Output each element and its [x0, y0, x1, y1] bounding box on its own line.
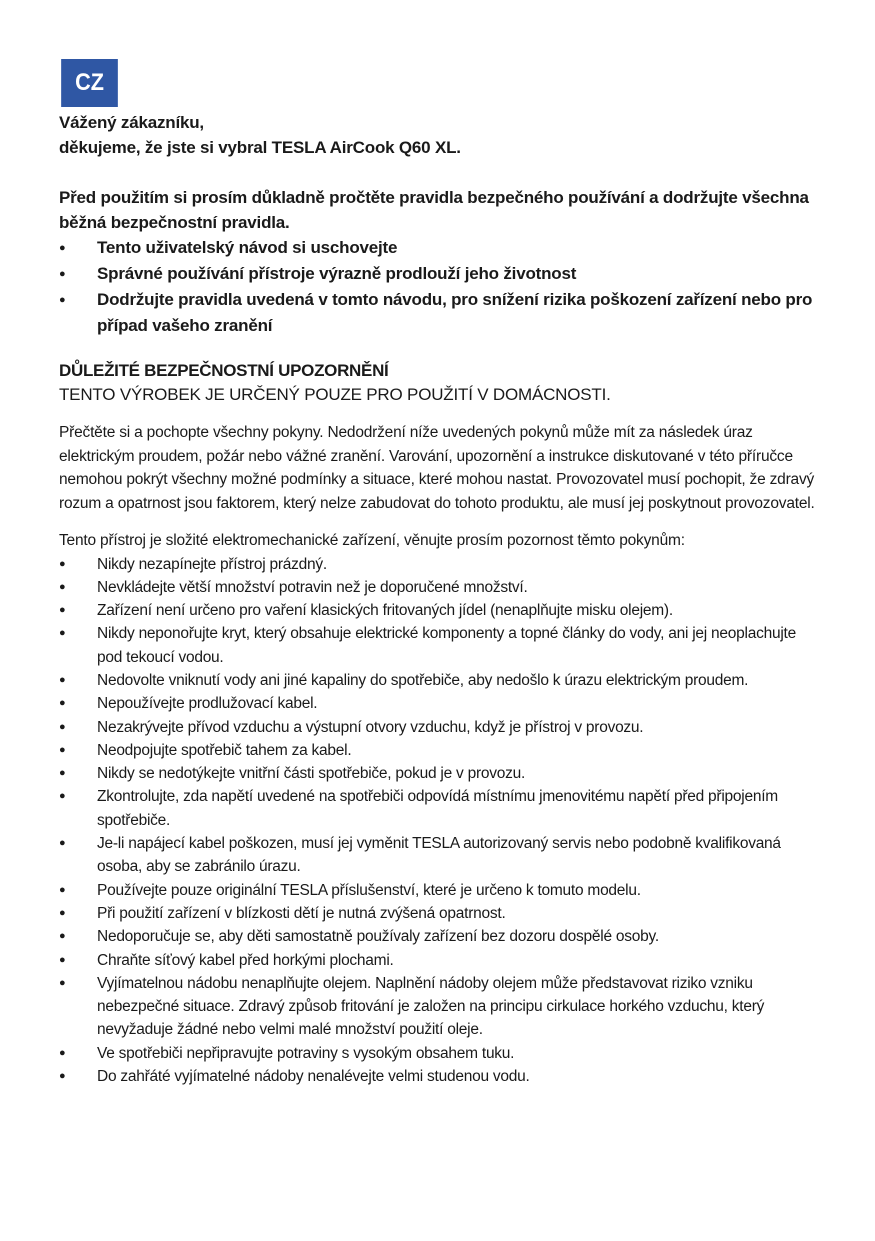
greeting: [59, 110, 819, 160]
top-bullet-list: [59, 235, 819, 339]
list-item: ● Nikdy se nedotýkejte vnitřní části spotřebiče, pokud je v provozu.: [59, 762, 819, 785]
list-item: ● Do zahřáté vyjímatelné nádoby nenalévejte velmi studenou vodu.: [59, 1065, 819, 1088]
greeting-line-2: děkujeme, že jste si vybral TESLA AirCook Q60 XL.: [59, 138, 461, 157]
list-item: ● Nedovolte vniknutí vody ani jiné kapaliny do spotřebiče, aby nedošlo k úrazu elektrickým proudem.: [59, 669, 819, 692]
safety-bullet-list: [59, 553, 819, 1089]
page-content: [59, 110, 819, 1088]
list-item: ● Nevkládejte větší množství potravin než je doporučené množství.: [59, 576, 819, 599]
list-item: ● Nikdy nezapínejte přístroj prázdný.: [59, 553, 819, 576]
paragraph-device: Tento přístroj je složité elektromechanické zařízení, věnujte prosím pozornost těmto pokynům:: [59, 532, 685, 549]
warning-heading: DŮLEŽITÉ BEZPEČNOSTNÍ UPOZORNĚNÍ: [59, 361, 389, 380]
list-item: ● Při použití zařízení v blízkosti dětí je nutná zvýšená opatrnost.: [59, 902, 819, 925]
list-item: ● Nedoporučuje se, aby děti samostatně používaly zařízení bez dozoru dospělé osoby.: [59, 925, 819, 948]
list-item: ● Nezakrývejte přívod vzduchu a výstupní otvory vzduchu, když je přístroj v provozu.: [59, 716, 819, 739]
list-item: ● Používejte pouze originální TESLA příslušenství, které je určeno k tomuto modelu.: [59, 879, 819, 902]
list-item: ● Neodpojujte spotřebič tahem za kabel.: [59, 739, 819, 762]
list-item: ● Dodržujte pravidla uvedená v tomto návodu, pro snížení rizika poškození zařízení nebo pro případ vašeho zranění: [59, 287, 819, 339]
warning-subheading: TENTO VÝROBEK JE URČENÝ POUZE PRO POUŽITÍ V DOMÁCNOSTI.: [59, 385, 611, 404]
language-badge: CZ: [61, 59, 118, 107]
list-item: ● Zařízení není určeno pro vaření klasických fritovaných jídel (nenaplňujte misku olejem).: [59, 599, 819, 622]
list-item: ● Je-li napájecí kabel poškozen, musí jej vyměnit TESLA autorizovaný servis nebo podobně kvalifikovaná osoba, aby se zabránilo úrazu.: [59, 832, 819, 879]
list-item: ● Tento uživatelský návod si uschovejte: [59, 235, 819, 261]
list-item: ● Chraňte síťový kabel před horkými plochami.: [59, 949, 819, 972]
list-item: ● Nepoužívejte prodlužovací kabel.: [59, 692, 819, 715]
greeting-line-1: Vážený zákazníku,: [59, 113, 204, 132]
list-item: ● Ve spotřebiči nepřipravujte potraviny s vysokým obsahem tuku.: [59, 1042, 819, 1065]
list-item: ● Vyjímatelnou nádobu nenaplňujte olejem. Naplnění nádoby olejem může představovat riziko vzniku nebezpečné situace. Zdravý způsob fritování je založen na principu cirkulace horkého vzduchu, který nevyžaduje žádné nebo velmi malé množství použití oleje.: [59, 972, 819, 1042]
intro-text: Před použitím si prosím důkladně pročtěte pravidla bezpečného používání a dodržujte všechna běžná bezpečnostní pravidla.: [59, 188, 809, 232]
list-item: ● Zkontrolujte, zda napětí uvedené na spotřebiči odpovídá místnímu jmenovitému napětí před připojením spotřebiče.: [59, 785, 819, 832]
list-item: ● Správné používání přístroje výrazně prodlouží jeho životnost: [59, 261, 819, 287]
list-item: ● Nikdy neponořujte kryt, který obsahuje elektrické komponenty a topné články do vody, ani jej neoplachujte pod tekoucí vodou.: [59, 622, 819, 669]
paragraph-instructions: Přečtěte si a pochopte všechny pokyny. Nedodržení níže uvedených pokynů může mít za následek úraz elektrickým proudem, požár nebo vážné zranění. Varování, upozornění a instrukce diskutované v této příručce nemohou pokrýt všechny možné podmínky a situace, které mohou nastat. Provozovatel musí pochopit, že zdravý rozum a opatrnost jsou faktorem, který nelze zabudovat do tohoto produktu, ale musí jej poskytnout provozovatel.: [59, 424, 815, 512]
